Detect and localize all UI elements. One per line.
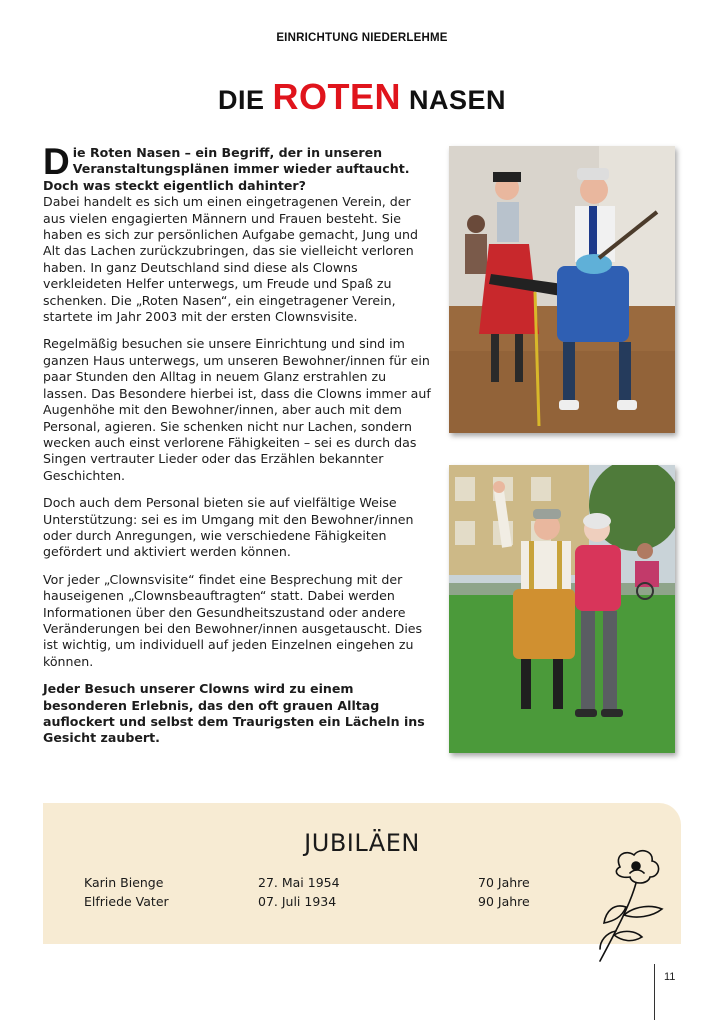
article-paragraph-1	[43, 141, 433, 325]
jubilee-row	[43, 894, 681, 912]
page-title	[0, 76, 724, 118]
article-body	[43, 141, 433, 758]
article-intro: ie Roten Nasen – ein Begriff, der in unseren Veranstaltungsplänen immer wieder auftaucht. Doch was steckt eigentlich dahinter?	[43, 145, 410, 193]
article-paragraph-2: Regelmäßig besuchen sie unsere Einrichtung und sind im ganzen Haus unterwegs, um unseren Bewohner/innen für ein paar Stunden den Alltag in neuem Glanz erstrahlen zu lassen. Das Besondere hierbei ist, dass die Clowns immer auf Augenhöhe mit den Bewohner/innen, aber auch mit dem Personal, agieren. Sie schenken nicht nur Lachen, sondern wecken auch einst verlorene Fähigkeiten – sei es durch das Singen vertrauter Lieder oder das Erzählen bekannter Geschichten.	[43, 336, 431, 483]
jubilee-name: Karin Bienge	[84, 875, 164, 890]
jubilee-years: 70 Jahre	[478, 875, 530, 890]
article-paragraph-3: Doch auch dem Personal bieten sie auf vielfältige Weise Unterstützung: sei es im Umgang mit den Bewohner/innen oder durch Anregungen, wie verschiedene Fähigkeiten gefördert und aktiviert werden können.	[43, 495, 414, 560]
article-paragraph-5: Jeder Besuch unserer Clowns wird zu einem besonderen Erlebnis, das den oft grauen Alltag auflockert und selbst dem Traurigsten ein Lächeln ins Gesicht zaubert.	[43, 681, 425, 746]
page-number: 11	[664, 971, 676, 983]
clown-dancing-photo	[449, 465, 675, 753]
title-part-1: DIE	[217, 85, 265, 115]
jubilee-title: JUBILÄEN	[304, 829, 420, 857]
jubilee-years: 90 Jahre	[478, 894, 530, 909]
drop-cap: D	[43, 141, 70, 182]
clown-performance-photo	[449, 146, 675, 433]
jubilee-name: Elfriede Vater	[84, 894, 169, 909]
title-part-2: NASEN	[409, 85, 507, 115]
title-highlight: ROTEN	[272, 76, 401, 117]
article-paragraph-4: Vor jeder „Clownsvisite“ findet eine Besprechung mit der hauseigenen „Clownsbeauftragten“ statt. Dabei werden Informationen über den Gesundheitszustand oder andere Veränderungen bei den Bewohner/innen ausgetauscht. Dies ist wichtig, um individuell auf jeden Einzelnen eingehen zu können.	[43, 571, 423, 669]
page-rule	[654, 964, 655, 1020]
flower-icon	[596, 845, 674, 963]
jubilee-box	[43, 803, 681, 944]
article-paragraph-1-rest: Dabei handelt es sich um einen eingetragenen Verein, der aus vielen engagierten Männern und Frauen besteht. Sie haben es sich zur persönlichen Aufgabe gemacht, Jung und Alt das Lachen zurückzubringen, das sie vielleicht verloren haben. In ganz Deutschland sind diese als Clowns verkleideten Helfer unterwegs, um Freude und Spaß zu schenken. Die „Roten Nasen“, ein eingetragener Verein, startete im Jahr 2003 mit der ersten Clownsvisite.	[43, 194, 418, 325]
jubilee-date: 07. Juli 1934	[258, 894, 337, 909]
jubilee-date: 27. Mai 1954	[258, 875, 340, 890]
jubilee-row	[43, 875, 681, 893]
section-label: EINRICHTUNG NIEDERLEHME	[276, 32, 448, 44]
